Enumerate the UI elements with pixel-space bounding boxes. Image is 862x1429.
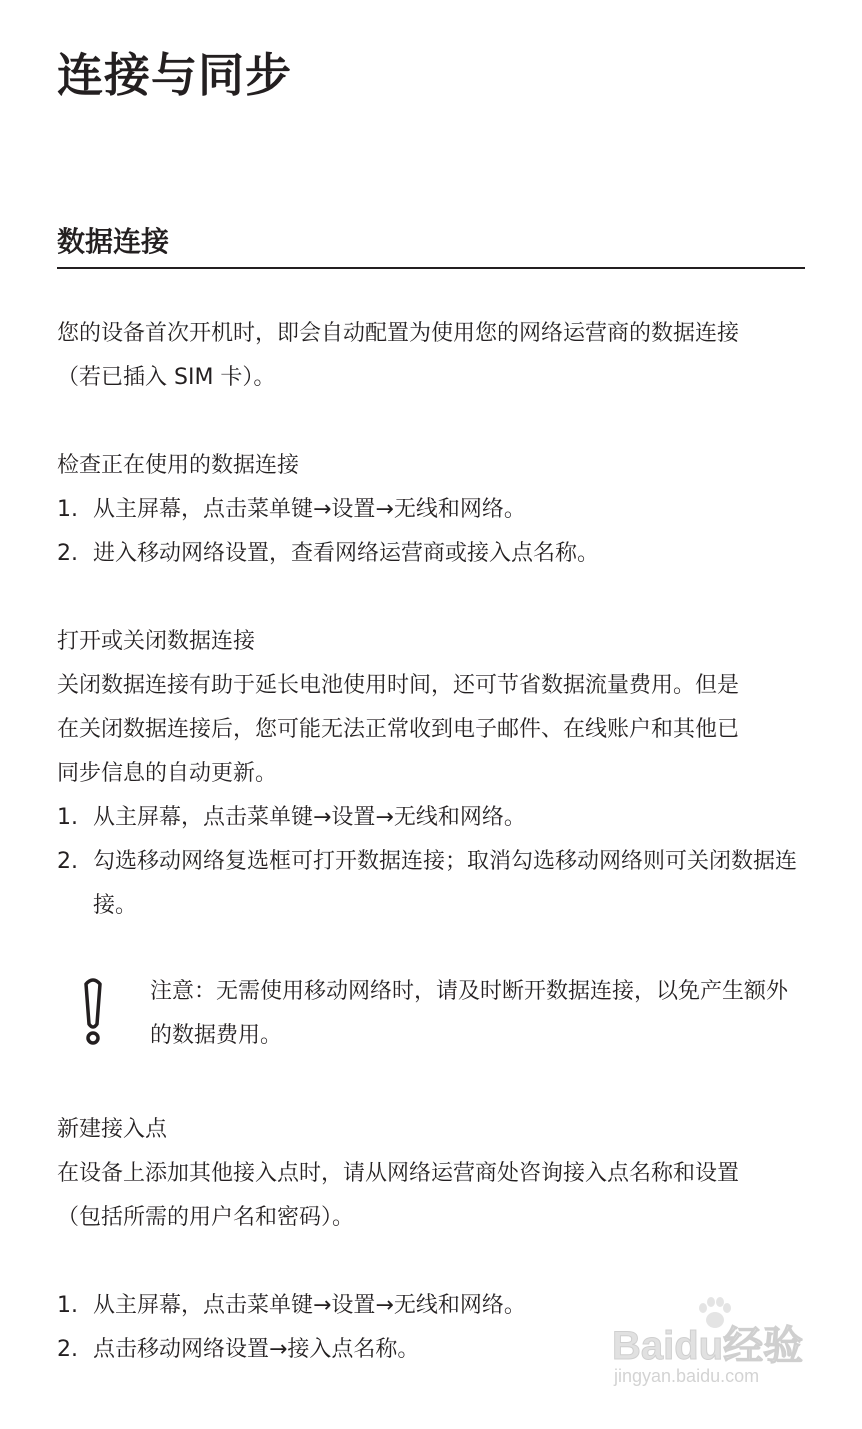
list-text: 勾选移动网络复选框可打开数据连接；取消勾选移动网络则可关闭数据连接。: [93, 849, 798, 918]
list-number: 2.: [57, 849, 78, 874]
list-number: 2.: [57, 1337, 78, 1362]
list-number: 1.: [57, 1293, 78, 1318]
list-text: 从主屏幕，点击菜单键→设置→无线和网络。: [93, 1293, 526, 1318]
exclamation-icon: [78, 978, 108, 1046]
section-title: 数据连接: [57, 225, 170, 258]
list-number: 1.: [57, 497, 78, 522]
check-heading: 检查正在使用的数据连接: [57, 453, 300, 478]
intro-line-1: 您的设备首次开机时，即会自动配置为使用您的网络运营商的数据连接: [57, 321, 740, 346]
list-text: 从主屏幕，点击菜单键→设置→无线和网络。: [93, 497, 526, 522]
list-item: [57, 488, 809, 532]
list-text: 进入移动网络设置，查看网络运营商或接入点名称。: [93, 541, 600, 566]
list-text: 从主屏幕，点击菜单键→设置→无线和网络。: [93, 805, 526, 830]
watermark-brand: Baidu经验: [612, 1324, 804, 1368]
baidu-watermark: [612, 1296, 812, 1396]
list-item: [57, 532, 809, 576]
toggle-desc-line-2: 在关闭数据连接后，您可能无法正常收到电子邮件、在线账户和其他已: [57, 717, 740, 742]
list-number: 1.: [57, 805, 78, 830]
watermark-url: jingyan.baidu.com: [614, 1366, 760, 1386]
intro-line-2: （若已插入 SIM 卡）。: [57, 365, 276, 390]
note-text: 注意：无需使用移动网络时，请及时断开数据连接，以免产生额外的数据费用。: [150, 979, 789, 1048]
list-item: [57, 796, 809, 840]
section-divider: [57, 267, 805, 269]
list-item: [57, 840, 809, 928]
toggle-desc-line-3: 同步信息的自动更新。: [57, 761, 278, 786]
apn-desc-line-2: （包括所需的用户名和密码）。: [57, 1205, 355, 1230]
list-text: 点击移动网络设置→接入点名称。: [93, 1337, 420, 1362]
toggle-heading: 打开或关闭数据连接: [57, 629, 256, 654]
list-number: 2.: [57, 541, 78, 566]
toggle-desc-line-1: 关闭数据连接有助于延长电池使用时间，还可节省数据流量费用。但是: [57, 673, 740, 698]
apn-desc-line-1: 在设备上添加其他接入点时，请从网络运营商处咨询接入点名称和设置: [57, 1161, 740, 1186]
page-title: 连接与同步: [57, 48, 292, 102]
apn-heading: 新建接入点: [57, 1117, 168, 1142]
